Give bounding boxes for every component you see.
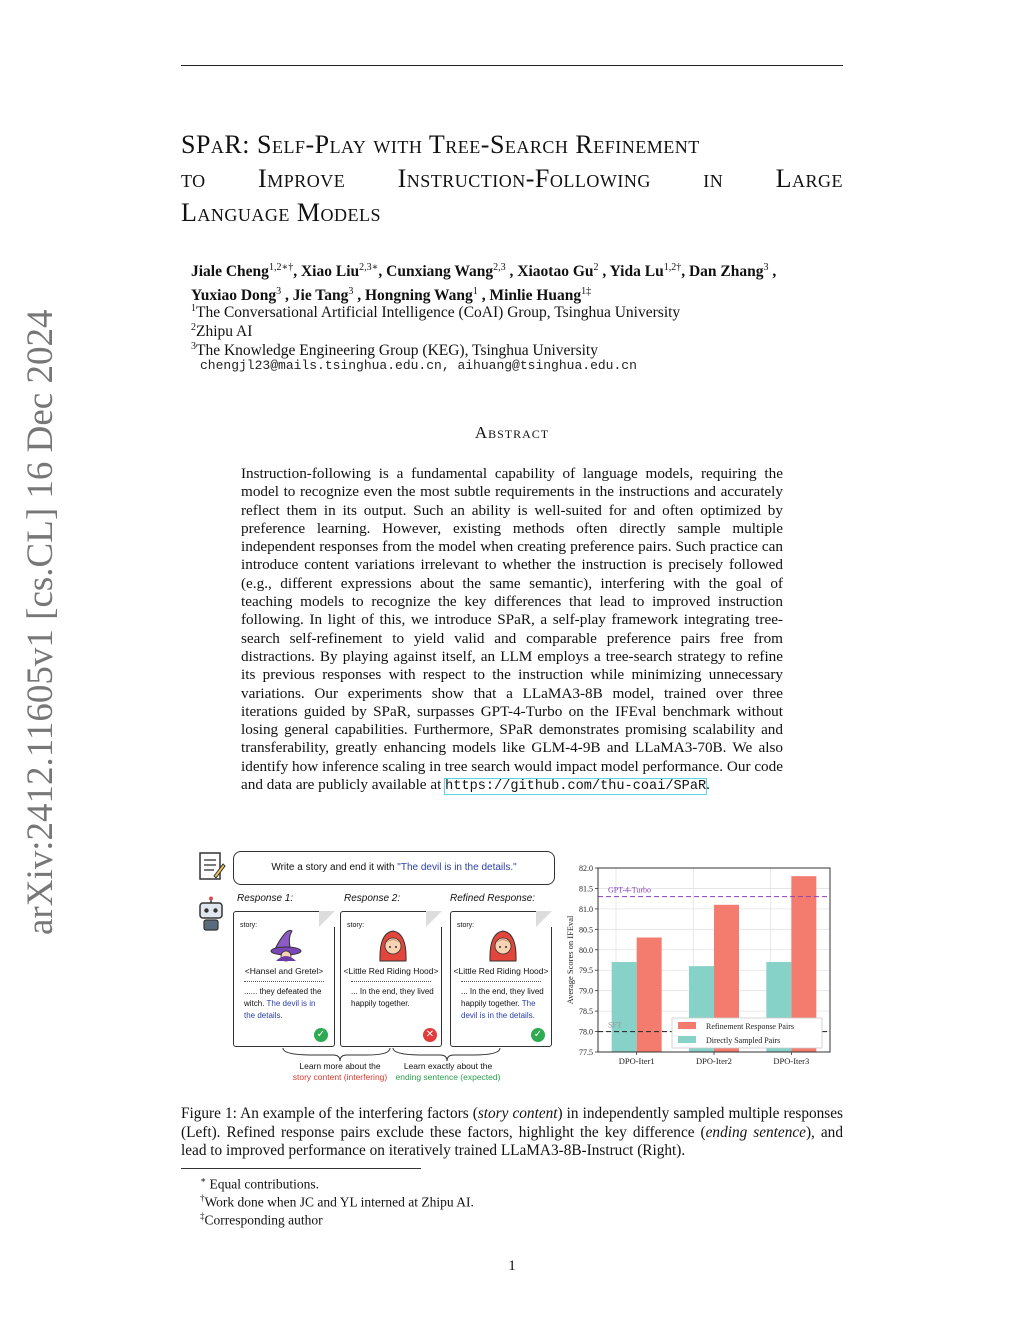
witch-icon [268, 927, 304, 963]
author-name: Yuxiao Dong [191, 287, 277, 305]
response-card-2 [340, 911, 442, 1047]
robot-icon [196, 896, 226, 932]
cross-icon: ✕ [423, 1028, 437, 1042]
story-body-plain: ...... they defeated the witch. [244, 987, 322, 1008]
y-tick-label: 79.0 [579, 986, 593, 996]
author-name: Xiaotao Gu [517, 263, 594, 281]
author-name: Dan Zhang [688, 263, 764, 281]
prompt-box [233, 851, 555, 885]
story-label: story: [457, 922, 475, 929]
story-label: story: [347, 922, 365, 929]
check-icon: ✓ [531, 1028, 545, 1042]
top-rule [181, 65, 843, 66]
note-expected [388, 1061, 508, 1083]
bar-refinement [637, 938, 662, 1052]
red-riding-hood-icon [375, 927, 411, 963]
caption-italic: ending sentence [705, 1123, 806, 1141]
author-mark: 2,3∗ [359, 262, 379, 273]
x-tick-label: DPO-Iter3 [773, 1056, 810, 1066]
abstract-heading: Abstract [474, 423, 550, 442]
abstract-end: . [706, 776, 710, 794]
response-card-1 [233, 911, 335, 1047]
footnote-mark: ‡ [200, 1211, 205, 1221]
affiliation-num: 2 [191, 322, 196, 333]
author-emails[interactable]: chengjl23@mails.tsinghua.edu.cn, aihuang@tsinghua.edu.cn [200, 358, 637, 373]
abstract-text: Instruction-following is a fundamental capability of language models, requiring the model to recognize even the most subtle requirements in the instructions and accurately reflect them in its output. Such an ability is well-suited for and often optimized by preference learning. However, existing methods often directly sample multiple independent responses from the model when creating preference pairs. Such practice can introduce content variations irrelevant to whether the instruction is precisely followed (e.g., different expressions about the same semantic), interfering with the goal of teaching models to recognize the key differences that lead to improved instruction following. In light of this, we introduce SPaR, a self-play framework integrating tree-search self-refinement to yield valid and comparable preference pairs free from distractions. By playing against itself, an LLM employs a tree-search strategy to refine its previous responses with respect to the instruction while minimizing unnecessary variations. Our experiments show that a LLaMA3-8B model, trained over three iterations guided by SPaR, surpasses GPT-4-Turbo on the IFEval benchmark without losing general capabilities. Furthermore, SPaR demonstrates promising scalability and transferability, greatly enhancing models like GLM-4-9B and LLaMA3-70B. We also identify how inference scaling in tree search would impact model performance. Our code and data are publicly available at [241, 465, 783, 794]
author-mark: 1‡ [581, 286, 592, 298]
story-title: <Little Red Riding Hood> [453, 966, 549, 976]
author-line-1: Jiale Cheng$^{1,2∗\dagger}$, Xiao Liu$^{2,3∗}$, Cunxiang Wang$^{2,3}$ , Xiaotao Gu$^2$ , Yida $Lu^{1,2\dagger}$, Dan Zhang$^3$ , [191, 262, 777, 281]
reference-label: GPT-4-Turbo [608, 885, 651, 895]
author-mark: 3 [348, 286, 354, 298]
footnote-3 [200, 1207, 323, 1230]
abstract-body [241, 465, 783, 796]
story-body-plain: ... In the end, they lived happily together. [351, 987, 434, 1008]
prompt-quote: "The devil is in the details." [397, 862, 517, 873]
author-mark: 2 [593, 262, 599, 273]
author-mark: 3 [763, 262, 769, 273]
y-tick-label: 78.5 [579, 1007, 593, 1017]
y-tick-label: 82.0 [579, 864, 593, 873]
author-mark: 2,3 [493, 262, 506, 273]
caption-part: ) in independently sampled multiple responses (Left). Refined response pairs exclude these factors, highlight the key difference ( [181, 1105, 843, 1141]
note-highlight: story content (interfering) [292, 1072, 388, 1082]
y-tick-label: 81.0 [579, 904, 593, 914]
page-fold [319, 911, 335, 927]
reference-label: SFT [608, 1020, 622, 1030]
y-tick-label: 80.5 [579, 925, 593, 935]
note-highlight: ending sentence (expected) [395, 1072, 501, 1082]
title-line-3: Language Models [181, 198, 381, 227]
affiliation-3 [191, 337, 851, 360]
page-fold [426, 911, 442, 927]
affiliation-text: The Knowledge Engineering Group (KEG), Tsinghua University [196, 342, 598, 360]
story-body [351, 986, 435, 1010]
footnote-mark: † [200, 1193, 205, 1203]
response-2-label: Response 2: [344, 893, 401, 904]
story-ending: The devil is in the details. [244, 999, 316, 1020]
ifeval-bar-chart [560, 858, 844, 1072]
check-icon: ✓ [314, 1028, 328, 1042]
story-body-plain: ... In the end, they lived happily together. [461, 987, 544, 1008]
footnote-rule [181, 1168, 421, 1169]
author-name: Yida Lu [609, 263, 664, 281]
page-fold [536, 911, 552, 927]
affiliation-num: 3 [191, 341, 196, 352]
affiliation-text: Zhipu AI [196, 323, 253, 341]
page-number: 1 [508, 1258, 516, 1274]
legend-label-direct: Directly Sampled Pairs [706, 1036, 781, 1045]
document-icon [196, 850, 226, 884]
footnote-text: Work done when JC and YL interned at Zhipu AI. [204, 1194, 474, 1210]
response-1-label: Response 1: [237, 893, 294, 904]
author-line-2: Yuxiao Dong$^3$ , Jie Tang$^3$ , Hongning Wang$^1$ , Minlie Huang$^{1\ddagger}$ [191, 286, 592, 305]
red-riding-hood-icon [485, 927, 521, 963]
dotted-line [351, 976, 431, 982]
author-name: Jie Tang [292, 287, 349, 305]
dotted-line [461, 976, 541, 982]
story-body [244, 986, 328, 1022]
prompt-text: Write a story and end it with [271, 862, 398, 873]
x-tick-labels [619, 1052, 810, 1066]
story-title: <Little Red Riding Hood> [343, 966, 439, 976]
brace-connectors [233, 1046, 553, 1062]
x-tick-label: DPO-Iter1 [618, 1056, 655, 1066]
caption-italic: story content [477, 1105, 558, 1122]
refined-response-label: Refined Response: [450, 893, 536, 904]
footnote-text: Corresponding author [204, 1212, 323, 1228]
note-interfering [280, 1061, 400, 1083]
story-body [461, 986, 545, 1022]
y-tick-label: 80.0 [579, 945, 593, 955]
author-name: Cunxiang Wang [386, 263, 494, 281]
author-name: Jiale Cheng [191, 263, 269, 281]
dotted-line [244, 976, 324, 982]
x-tick-label: DPO-Iter2 [696, 1056, 732, 1066]
caption-part: Figure 1: An example of the interfering factors ( [181, 1105, 478, 1122]
footnote-mark: ∗ [200, 1175, 207, 1185]
footnote-text: Equal contributions. [206, 1176, 319, 1192]
author-mark: 1,2† [663, 262, 682, 273]
note-line: Learn exactly about the [403, 1061, 493, 1071]
legend-swatch-refinement [678, 1022, 696, 1029]
story-title: <Hansel and Gretel> [244, 966, 324, 976]
y-axis-label: Average Scores on IFEval [565, 915, 575, 1005]
y-tick-label: 81.5 [579, 884, 593, 894]
github-link[interactable]: https://github.com/thu-coai/SPaR [445, 779, 707, 795]
note-line: Learn more about the [299, 1061, 381, 1071]
arxiv-side-stamp[interactable]: arXiv:2412.11605v1 [cs.CL] 16 Dec 2024 [20, 309, 61, 935]
affiliation-text: The Conversational Artificial Intelligence (CoAI) Group, Tsinghua University [196, 304, 681, 322]
legend-swatch-direct [678, 1036, 696, 1043]
y-tick-label: 79.5 [579, 966, 593, 976]
chart-legend [672, 1018, 822, 1048]
author-name: Minlie Huang [489, 287, 582, 305]
title-line-2: to Improve Instruction-Following in Large [181, 164, 843, 193]
author-mark: 1,2∗† [268, 262, 294, 273]
author-mark: 3 [276, 286, 282, 298]
figure-caption [181, 1105, 843, 1161]
y-tick-label: 77.5 [579, 1048, 593, 1057]
author-name: Hongning Wang [364, 287, 473, 305]
affiliation-num: 1 [191, 303, 196, 314]
author-mark: 1 [472, 286, 478, 298]
author-name: Xiao Liu [300, 263, 360, 281]
caption-part: ), and lead to improved performance on iteratively trained LLaMA3-8B-Instruct (Right). [181, 1123, 843, 1159]
y-tick-label: 78.0 [579, 1027, 593, 1037]
paper-title [181, 128, 843, 230]
story-label: story: [240, 922, 258, 929]
legend-label-refinement: Refinement Response Pairs [706, 1022, 794, 1031]
bar-direct [612, 962, 637, 1052]
refined-response-card [450, 911, 552, 1047]
title-line-1: SPaR: Self-Play with Tree-Search Refinement [181, 130, 700, 159]
story-ending: The devil is in the details. [461, 999, 536, 1020]
y-tick-labels [579, 864, 598, 1057]
